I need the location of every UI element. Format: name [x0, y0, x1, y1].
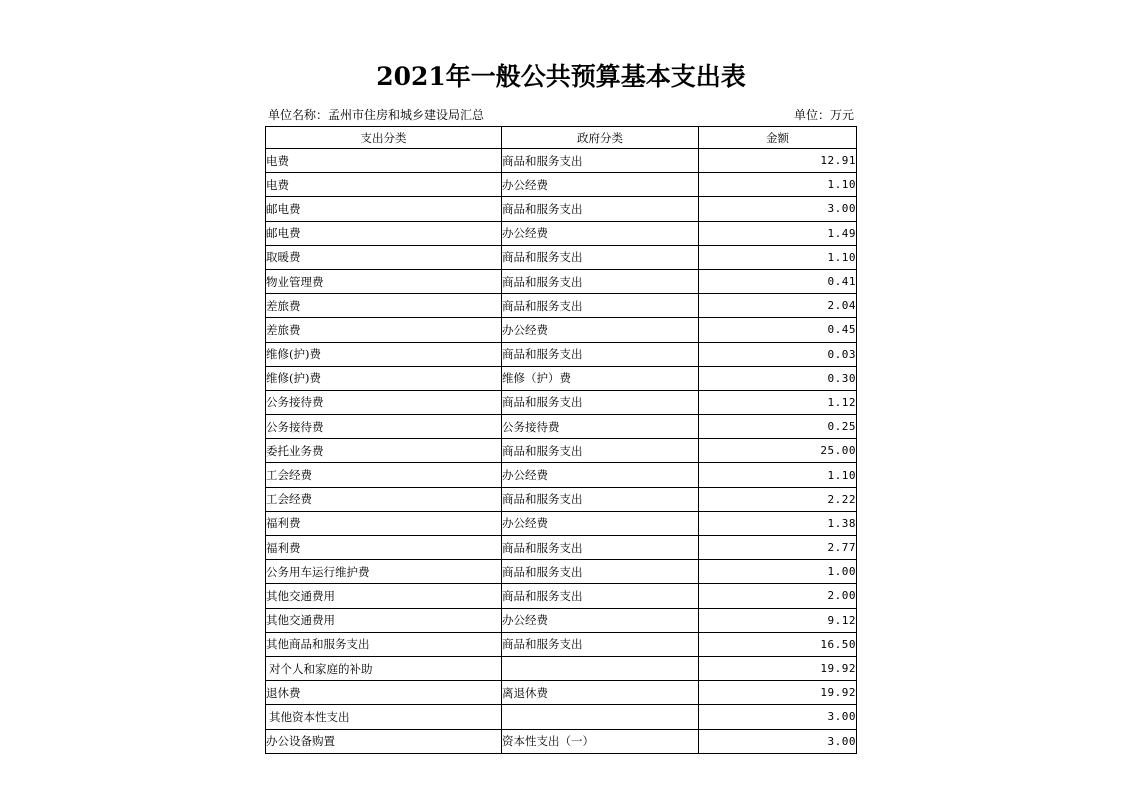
expense-category-cell: 退休费 — [266, 681, 502, 705]
government-category-cell: 办公经费 — [502, 608, 699, 632]
amount-cell: 0.03 — [699, 342, 857, 366]
amount-cell: 3.00 — [699, 197, 857, 221]
expense-category-cell: 公务接待费 — [266, 390, 502, 414]
amount-cell: 19.92 — [699, 681, 857, 705]
government-category-cell — [502, 656, 699, 680]
table-row — [266, 656, 857, 680]
government-category-cell: 办公经费 — [502, 463, 699, 487]
amount-cell: 25.00 — [699, 439, 857, 463]
table-row — [266, 245, 857, 269]
amount-cell: 2.00 — [699, 584, 857, 608]
table-row — [266, 584, 857, 608]
table-row — [266, 681, 857, 705]
table-row — [266, 269, 857, 293]
expense-category-cell: 取暖费 — [266, 245, 502, 269]
government-category-cell: 商品和服务支出 — [502, 149, 699, 173]
government-category-cell: 商品和服务支出 — [502, 294, 699, 318]
government-category-cell: 商品和服务支出 — [502, 536, 699, 560]
amount-cell: 16.50 — [699, 632, 857, 656]
government-category-cell: 离退休费 — [502, 681, 699, 705]
expense-category-cell: 差旅费 — [266, 318, 502, 342]
government-category-cell: 商品和服务支出 — [502, 342, 699, 366]
table-row — [266, 390, 857, 414]
amount-cell: 1.10 — [699, 173, 857, 197]
expense-category-cell: 其他资本性支出 — [266, 705, 502, 729]
unit-label: 单位：万元 — [793, 108, 854, 122]
table-row — [266, 560, 857, 584]
table-row — [266, 487, 857, 511]
table-meta — [268, 106, 856, 124]
expense-category-cell: 邮电费 — [266, 221, 502, 245]
table-row — [266, 149, 857, 173]
amount-cell: 2.04 — [699, 294, 857, 318]
expense-category-cell: 对个人和家庭的补助 — [266, 656, 502, 680]
amount-cell: 19.92 — [699, 656, 857, 680]
table-row — [266, 439, 857, 463]
table-row — [266, 221, 857, 245]
expense-category-cell: 委托业务费 — [266, 439, 502, 463]
table-row — [266, 463, 857, 487]
expense-category-cell: 福利费 — [266, 511, 502, 535]
government-category-cell: 商品和服务支出 — [502, 197, 699, 221]
government-category-cell: 资本性支出（一） — [502, 729, 699, 753]
amount-cell: 3.00 — [699, 705, 857, 729]
table-row — [266, 366, 857, 390]
amount-cell: 2.77 — [699, 536, 857, 560]
government-category-cell: 商品和服务支出 — [502, 269, 699, 293]
table-row — [266, 342, 857, 366]
expense-category-cell: 办公设备购置 — [266, 729, 502, 753]
page-title: 2021年一般公共预算基本支出表 — [376, 62, 746, 91]
expense-category-cell: 邮电费 — [266, 197, 502, 221]
expense-category-cell: 物业管理费 — [266, 269, 502, 293]
expense-category-cell: 差旅费 — [266, 294, 502, 318]
expense-category-cell: 电费 — [266, 173, 502, 197]
government-category-cell: 办公经费 — [502, 511, 699, 535]
expense-category-cell: 福利费 — [266, 536, 502, 560]
table-row — [266, 197, 857, 221]
amount-cell: 0.25 — [699, 415, 857, 439]
table-row — [266, 318, 857, 342]
header-government-category: 政府分类 — [502, 127, 699, 149]
table-row — [266, 415, 857, 439]
table-row — [266, 294, 857, 318]
expense-category-cell: 公务接待费 — [266, 415, 502, 439]
amount-cell: 1.10 — [699, 463, 857, 487]
amount-cell: 2.22 — [699, 487, 857, 511]
government-category-cell: 办公经费 — [502, 173, 699, 197]
government-category-cell: 办公经费 — [502, 318, 699, 342]
table-body — [266, 149, 857, 754]
government-category-cell: 商品和服务支出 — [502, 584, 699, 608]
government-category-cell: 维修（护）费 — [502, 366, 699, 390]
table-row — [266, 608, 857, 632]
expense-category-cell: 工会经费 — [266, 463, 502, 487]
government-category-cell: 商品和服务支出 — [502, 487, 699, 511]
expense-category-cell: 维修(护)费 — [266, 366, 502, 390]
table-row — [266, 173, 857, 197]
table-header — [266, 127, 857, 149]
government-category-cell: 商品和服务支出 — [502, 632, 699, 656]
table-row — [266, 632, 857, 656]
government-category-cell: 商品和服务支出 — [502, 560, 699, 584]
government-category-cell: 办公经费 — [502, 221, 699, 245]
header-amount: 金额 — [699, 127, 857, 149]
amount-cell: 1.49 — [699, 221, 857, 245]
amount-cell: 1.10 — [699, 245, 857, 269]
table-row — [266, 536, 857, 560]
expense-category-cell: 维修(护)费 — [266, 342, 502, 366]
government-category-cell: 商品和服务支出 — [502, 439, 699, 463]
expense-category-cell: 电费 — [266, 149, 502, 173]
expense-category-cell: 其他交通费用 — [266, 584, 502, 608]
expense-category-cell: 其他交通费用 — [266, 608, 502, 632]
amount-cell: 9.12 — [699, 608, 857, 632]
header-row — [266, 127, 857, 149]
unit-name-label: 单位名称：孟州市住房和城乡建设局汇总 — [268, 108, 485, 122]
amount-cell: 0.45 — [699, 318, 857, 342]
amount-cell: 3.00 — [699, 729, 857, 753]
expense-category-cell: 其他商品和服务支出 — [266, 632, 502, 656]
amount-cell: 0.30 — [699, 366, 857, 390]
table-row — [266, 729, 857, 753]
government-category-cell: 商品和服务支出 — [502, 390, 699, 414]
expense-category-cell: 公务用车运行维护费 — [266, 560, 502, 584]
table-row — [266, 705, 857, 729]
header-expense-category: 支出分类 — [266, 127, 502, 149]
amount-cell: 12.91 — [699, 149, 857, 173]
expense-category-cell: 工会经费 — [266, 487, 502, 511]
government-category-cell: 商品和服务支出 — [502, 245, 699, 269]
amount-cell: 1.12 — [699, 390, 857, 414]
table-row — [266, 511, 857, 535]
government-category-cell: 公务接待费 — [502, 415, 699, 439]
budget-table — [265, 126, 857, 754]
government-category-cell — [502, 705, 699, 729]
amount-cell: 0.41 — [699, 269, 857, 293]
amount-cell: 1.00 — [699, 560, 857, 584]
amount-cell: 1.38 — [699, 511, 857, 535]
